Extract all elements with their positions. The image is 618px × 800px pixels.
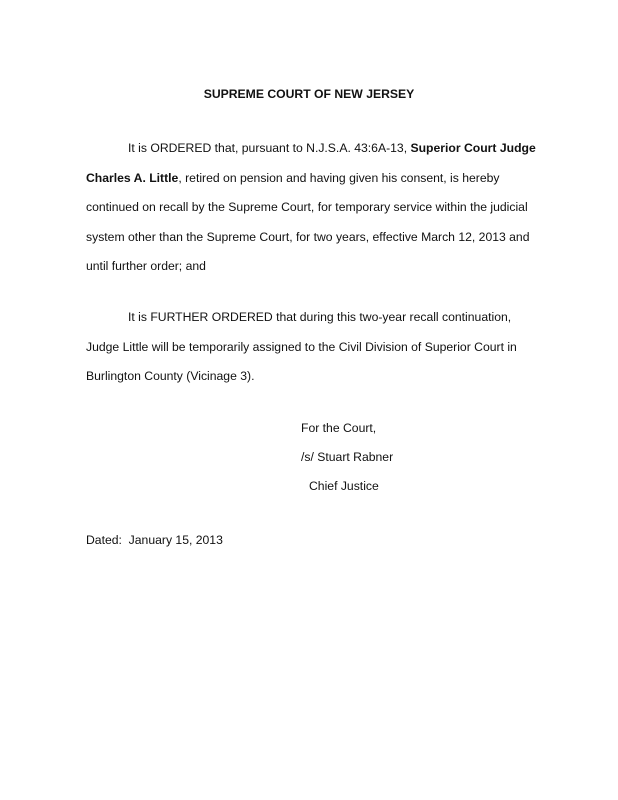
signature-for-the-court: For the Court, — [301, 421, 377, 435]
signature-role: Chief Justice — [309, 479, 379, 493]
further-order-text: It is FURTHER ORDERED that during this two-year recall continuation, Judge Little will be temporarily assigned to the Civil Division of Superior Court in Burlington County (Vicinage 3). — [86, 310, 517, 383]
order-lead-text: It is ORDERED that, pursuant to N.J.S.A. 43:6A-13, — [128, 141, 411, 155]
dated-line: Dated: January 15, 2013 — [86, 533, 223, 547]
judge-name: Superior Court Judge Charles A. Little — [86, 141, 536, 185]
order-paragraph-2 — [86, 303, 538, 392]
signature-signed: /s/ Stuart Rabner — [301, 450, 394, 464]
order-paragraph-1 — [86, 134, 538, 282]
order-rest-text: , retired on pension and having given his consent, is hereby continued on recall by the Supreme Court, for temporary service within the judicial system other than the Supreme Court, for two years, effective March 12, 2013 and until further order; and — [86, 170, 530, 273]
court-title: SUPREME COURT OF NEW JERSEY — [203, 87, 415, 101]
